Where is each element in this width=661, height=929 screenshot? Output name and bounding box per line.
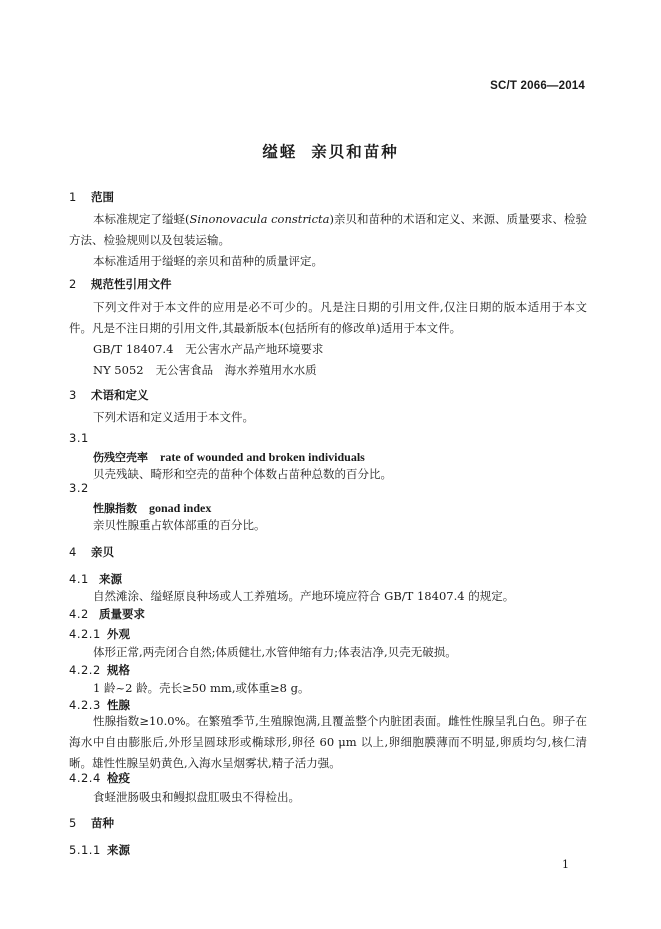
term-3-2: 性腺指数 gonad index (93, 501, 212, 515)
normative-reference: GB/T 18407.4 无公害水产品产地环境要求 (93, 342, 324, 356)
section-4-2-1-heading: 4.2.1 外观 (69, 627, 130, 641)
section-1-paragraph-1: 本标准规定了缢蛏(Sinonovacula constricta)亲贝和苗种的术语和定义、来源、质量要求、检验方法、检验规则以及包装运输。 (69, 212, 587, 247)
title-subject: 亲贝和苗种 (311, 143, 399, 161)
section-1-paragraph-2: 本标准适用于缢蛏的亲贝和苗种的质量评定。 (93, 254, 323, 268)
standard-code: SC/T 2066—2014 (490, 80, 585, 92)
latin-species-name: Sinonovacula constricta (189, 212, 330, 226)
section-4-2-heading: 4.2 质量要求 (69, 607, 145, 621)
section-4-2-2-heading: 4.2.2 规格 (69, 663, 130, 677)
term-3-1-definition: 贝壳残缺、畸形和空壳的苗种个体数占苗种总数的百分比。 (93, 467, 392, 481)
section-3-heading: 3 术语和定义 (69, 388, 149, 402)
document-title (0, 140, 661, 162)
section-5-heading: 5 苗种 (69, 816, 114, 830)
section-4-2-3-text: 性腺指数≥10.0%。在繁殖季节,生殖腺饱满,且覆盖整个内脏团表面。雌性性腺呈乳白色。卵子在海水中自由膨胀后,外形呈圆球形或椭球形,卵径 60 μm 以上,卵细胞膜薄而不明显,卵质均匀,核仁清晰。雄性性腺呈奶黄色,入海水呈烟雾状,精子活力强。 (69, 714, 587, 770)
section-2-paragraph: 下列文件对于本文件的应用是必不可少的。凡是注日期的引用文件,仅注日期的版本适用于本文件。凡是不注日期的引用文件,其最新版本(包括所有的修改单)适用于本文件。 (69, 300, 587, 335)
section-1-heading: 1 范围 (69, 190, 114, 204)
section-4-2-2-text: 1 龄~2 龄。壳长≥50 mm,或体重≥8 g。 (93, 681, 310, 695)
section-4-2-4-heading: 4.2.4 检疫 (69, 771, 130, 785)
section-5-1-1-heading: 5.1.1 来源 (69, 843, 130, 857)
section-4-2-4-text: 食蛏泄肠吸虫和鳗拟盘肛吸虫不得检出。 (93, 790, 300, 804)
term-3-1: 伤残空壳率 rate of wounded and broken individuals (93, 450, 365, 464)
term-3-1-number: 3.1 (69, 431, 89, 445)
title-species: 缢蛏 (262, 143, 298, 161)
section-4-2-1-text: 体形正常,两壳闭合自然;体质健壮,水管伸缩有力;体表洁净,贝壳无破损。 (93, 645, 457, 659)
section-4-1-heading: 4.1 来源 (69, 572, 122, 586)
section-4-2-3-heading: 4.2.3 性腺 (69, 698, 130, 712)
section-2-heading: 2 规范性引用文件 (69, 277, 172, 291)
section-3-paragraph: 下列术语和定义适用于本文件。 (93, 410, 254, 424)
page-number: 1 (562, 858, 569, 871)
normative-reference: NY 5052 无公害食品 海水养殖用水水质 (93, 363, 317, 377)
section-4-heading: 4 亲贝 (69, 545, 114, 559)
term-3-2-number: 3.2 (69, 481, 89, 495)
term-3-2-definition: 亲贝性腺重占软体部重的百分比。 (93, 518, 266, 532)
section-4-1-text: 自然滩涂、缢蛏原良种场或人工养殖场。产地环境应符合 GB/T 18407.4 的规定。 (93, 589, 515, 603)
